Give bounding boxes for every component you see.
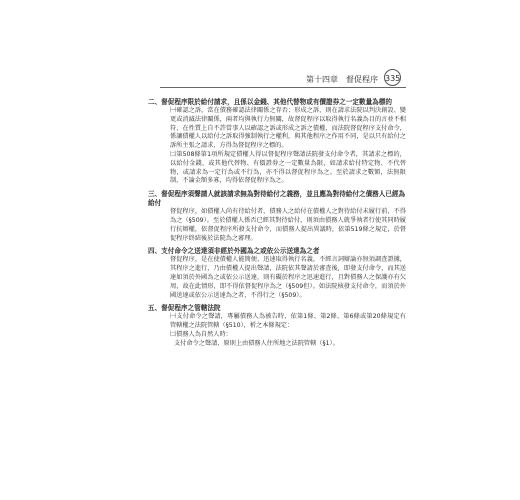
paragraph: ㈡債務人為自然人時： [170,330,232,338]
paragraph: ㈠確認之訴，當在債務確認法律關係之存否；形成之訴，則在請求法院以判決創設、變更或消滅法律關係，兩者均與執行力無關，故督促程序以取得執行名義為目的言並不相符，在性質上自不許當事人以確認之訴或形成之訴之債權，而法院督促程序支付命令，係讓債權人以給付之訴取得強制執行之權利，與其他程序之作用不同，是以只有給付之訴所主張之請求，方得為督促程序之標的。 [170,107,406,150]
section-heading: 二、督促程序限於給付請求，且係以金錢、其他代替物或有價證券之一定數量為標的 [148,98,392,106]
paragraph: 支付命令之聲請，原則上由債務人住所地之法院管轄（§1）。 [174,339,339,347]
section-heading: 五、督促程序之管轄法院 [148,304,221,313]
document-body [148,98,406,353]
header-rule [160,87,406,88]
section-heading: 三、督促程序須聲請人就該請求無為對待給付之義務，並且應為對待給付之債務人已經為給付 [148,190,406,208]
section-heading: 四、支付命令之送達須非經於外國為之或依公示送達為之者 [148,247,320,256]
page-number: 335 [384,69,401,86]
section-5 [148,304,406,348]
paragraph: 督促程序，如債權人尚有待給付者，債務人之給付在債權人之對待給付未履行前，不得為之（§509）。至於債權人係否已經其對待給付，則須由債務人就爭執者行使其同時履行抗辯權，依督促程序所發支付命令，而債務人提出異議時，依第519條之規定，於督促程序終結後於法院為之審理。 [170,208,406,242]
paragraph: ㈡第508條第1項所規定債權人得以督促程序聲請法院發支付命令者，其請求之標的，以給付金錢、或其他代替物、有價證券之一定數量為限，如請求給付特定物、不代替物，或請求為一定行為或不行為，亦不得以督促程序為之。至於請求之數額，法無限制，不論金額多寡，均得依督促程序為之。 [170,150,406,185]
section-2 [148,98,406,186]
paragraph: 督促程序，是在使債權人能簡便、迅速取得執行名義，不經言詞辯論亦無須調查證據，其程序之進行，乃由債權人提出聲請，法院依其聲請於審查後，即發支付命令，而其送達如須於外國為之或依公示送達，則有礙於程序之迅速進行，且對債務人之保護亦有欠周，故在此情形，即不得依督促程序為之（§509但）。如法院核發支付命令，而須於外國送達或依公示送達為之者，不得行之（§509）。 [170,256,406,299]
section-4 [148,247,406,300]
running-header: 第十四章 督促程序 [306,75,378,84]
section-3 [148,190,406,243]
paragraph: ㈠支付命令之聲請，專屬債務人為被告時，依第1條、第2條、第6條或第20條規定有管轄權之法院管轄（§510），析之本條規定： [170,313,406,330]
